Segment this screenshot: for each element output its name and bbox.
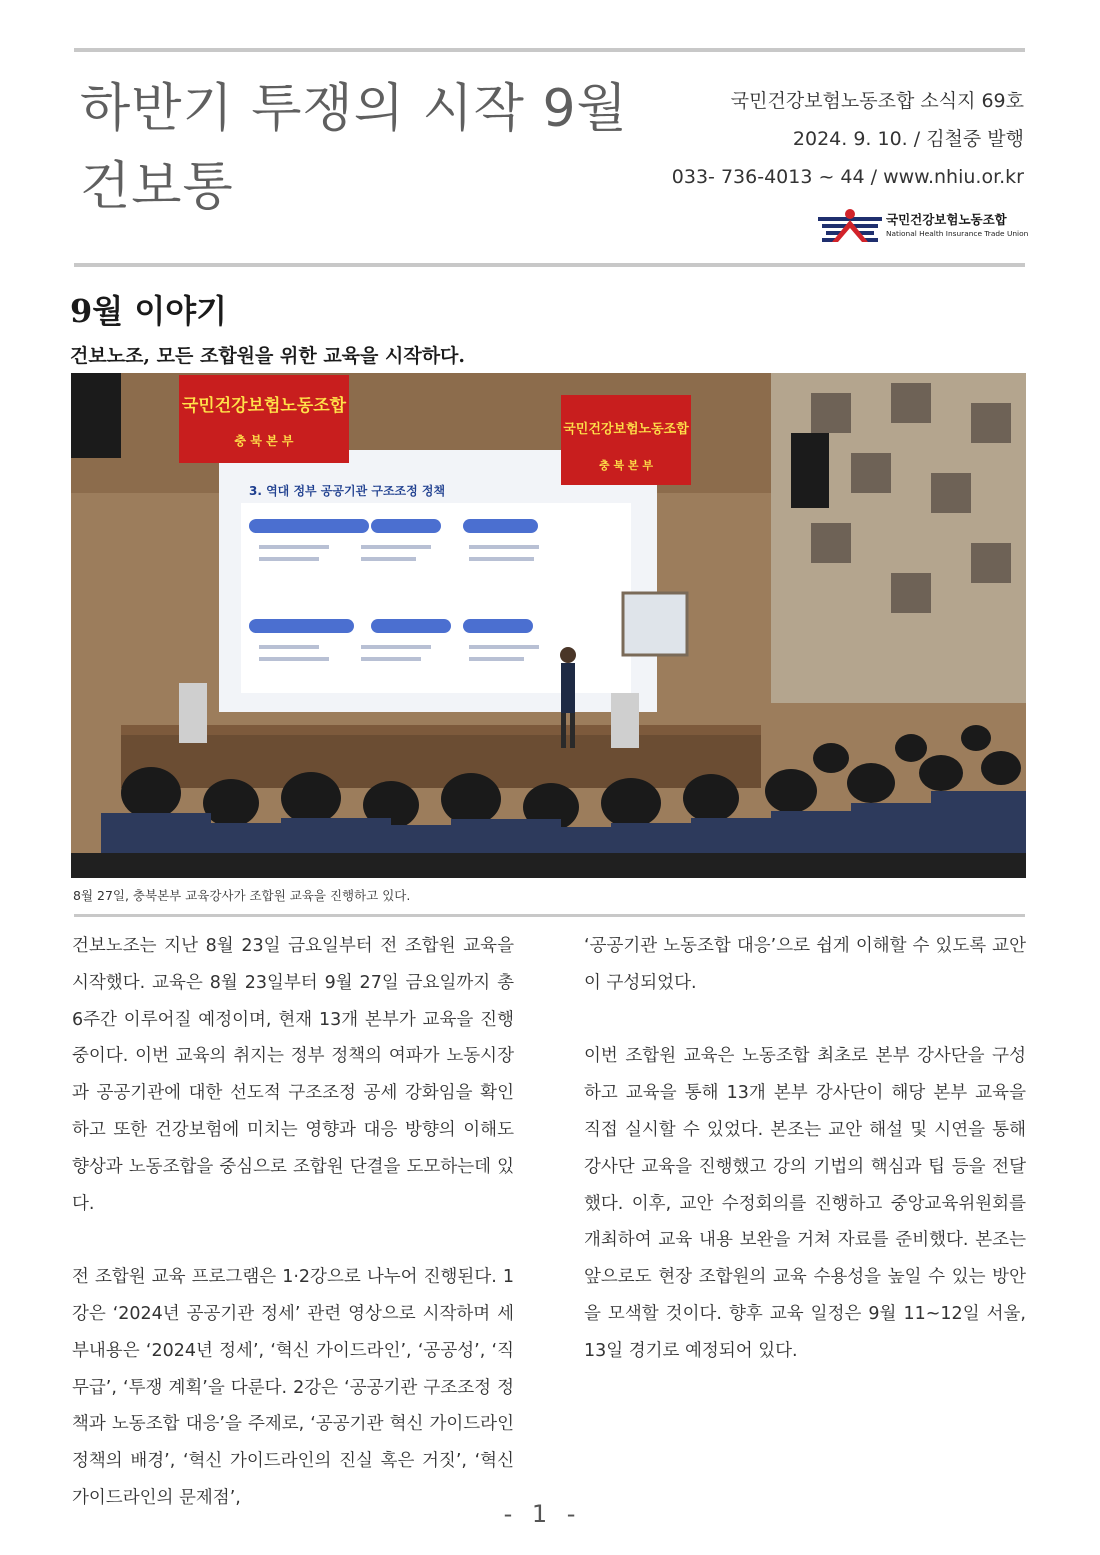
newsletter-title: [80, 70, 680, 226]
lecture-photo-illustration: [71, 373, 1026, 878]
top-rule: [74, 48, 1025, 52]
title-line-2: 건보통: [80, 157, 234, 217]
section-heading: 9월 이야기: [70, 292, 228, 330]
banner-right-sub: 충 북 본 부: [599, 459, 653, 472]
banner-left-title: 국민건강보험노동조합: [181, 396, 347, 416]
issue-number: 국민건강보험노동조합 소식지 69호: [730, 90, 1024, 112]
banner-right-title: 국민건강보험노동조합: [563, 422, 689, 437]
article-paragraph: 이번 조합원 교육은 노동조합 최초로 본부 강사단을 구성하고 교육을 통해 13개 본부 강사단이 해당 본부 교육을 직접 실시할 수 있었다. 본조는 교안 해설 및 시연을 통해 강사단 교육을 진행했고 강의 기법의 핵심과 팁 등을 전달했다. 이후, 교안 수정회의를 진행하고 중앙교육위원회를 개최하여 교육 내용 보완을 거쳐 자료를 준비했다. 본조는 앞으로도 현장 조합원의 교육 수용성을 높일 수 있는 방안을 모색할 것이다. 향후 교육 일정은 9월 11~12일 서울, 13일 경기로 예정되어 있다.: [584, 1046, 1026, 1361]
caption-rule: [74, 914, 1025, 917]
article-paragraph: ‘공공기관 노동조합 대응’으로 쉽게 이해할 수 있도록 교안이 구성되었다.: [584, 936, 1026, 993]
article-column-left: [72, 928, 514, 1517]
logo-english: National Health Insurance Trade Union: [886, 229, 1029, 238]
union-emblem-icon: [818, 208, 882, 248]
header-rule: [74, 263, 1025, 267]
page-number: - 1 -: [503, 1500, 582, 1528]
title-line-1: 하반기 투쟁의 시작 9월: [80, 79, 628, 139]
article-column-right: [584, 928, 1026, 1370]
union-logo: [818, 206, 1028, 252]
logo-name: 국민건강보험노동조합: [886, 212, 1007, 227]
issue-meta: [672, 82, 1024, 196]
slide-title: 3. 역대 정부 공공기관 구조조정 정책: [249, 484, 446, 498]
article-headline: 건보노조, 모든 조합원을 위한 교육을 시작하다.: [70, 345, 466, 367]
article-paragraph: 건보노조는 지난 8월 23일 금요일부터 전 조합원 교육을 시작했다. 교육은 8월 23일부터 9월 27일 금요일까지 총 6주간 이루어질 예정이며, 현재 13개 본부가 교육을 진행중이다. 이번 교육의 취지는 정부 정책의 여파가 노동시장과 공공기관에 대한 선도적 구조조정 공세 강화임을 확인하고 또한 건강보험에 미치는 영향과 대응 방향의 이해도 향상과 노동조합을 중심으로 조합원 단결을 도모하는데 있다.: [72, 936, 514, 1214]
lecture-photo: [71, 373, 1026, 878]
contact-info: 033- 736-4013 ~ 44 / www.nhiu.or.kr: [671, 166, 1024, 188]
article-paragraph: 전 조합원 교육 프로그램은 1·2강으로 나누어 진행된다. 1강은 ‘2024년 공공기관 정세’ 관련 영상으로 시작하며 세부내용은 ‘2024년 정세’, ‘혁신 가이드라인’, ‘공공성’, ‘직무급’, ‘투쟁 계획’을 다룬다. 2강은 ‘공공기관 구조조정 정책과 노동조합 대응’을 주제로, ‘공공기관 혁신 가이드라인 정책의 배경’, ‘혁신 가이드라인의 진실 혹은 거짓’, ‘혁신 가이드라인의 문제점’,: [72, 1267, 514, 1508]
photo-caption: 8월 27일, 충북본부 교육강사가 조합원 교육을 진행하고 있다.: [73, 888, 411, 903]
issue-date-publisher: 2024. 9. 10. / 김철중 발행: [792, 128, 1024, 150]
banner-left-sub: 충 북 본 부: [234, 434, 294, 448]
